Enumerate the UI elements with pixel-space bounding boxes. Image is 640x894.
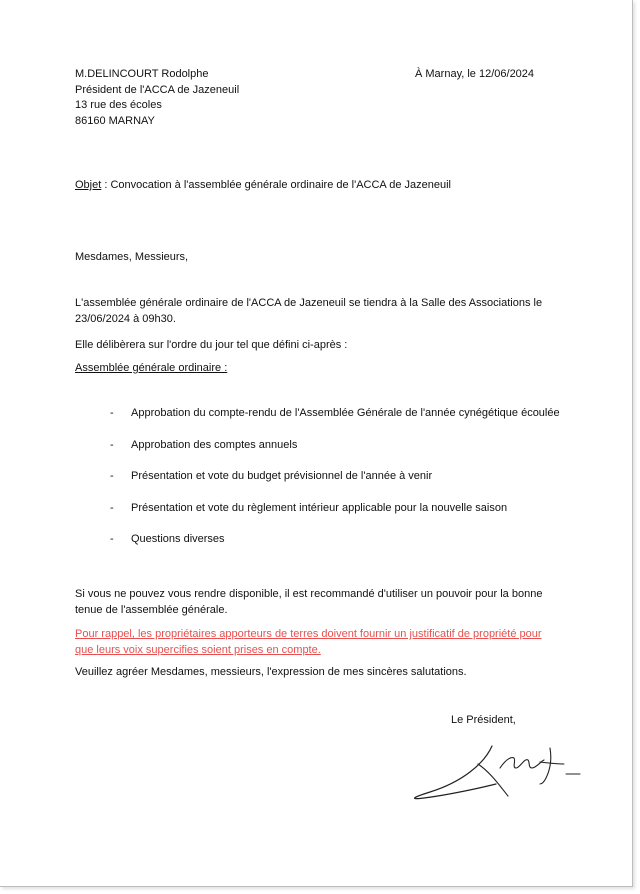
place-date: À Marnay, le 12/06/2024	[415, 68, 535, 80]
sender-city: 86160 MARNAY	[75, 114, 155, 127]
subject-label: Objet	[75, 179, 102, 191]
dash-bullet-icon: -	[110, 533, 114, 545]
closing-paragraph: Veuillez agréer Mesdames, messieurs, l'expression de mes sincères salutations.	[75, 666, 467, 678]
agenda-item-text: Questions diverses	[131, 533, 225, 545]
dash-bullet-icon: -	[110, 470, 114, 482]
agenda-item-text: Présentation et vote du règlement intérieur applicable pour la nouvelle saison	[131, 501, 508, 514]
agenda-intro: Elle délibèrera sur l'ordre du jour tel que défini ci-après :	[75, 339, 348, 351]
subject-text: : Convocation à l'assemblée générale ordinaire de l'ACCA de Jazeneuil	[101, 179, 451, 191]
agenda-item-text: Présentation et vote du budget prévisionnel de l'année à venir	[131, 470, 433, 482]
intro-paragraph: L'assemblée générale ordinaire de l'ACCA de Jazeneuil se tiendra à la Salle des Associations le 23/06/2024 à 09h30.	[75, 297, 543, 325]
sender-title: Président de l'ACCA de Jazeneuil	[75, 83, 240, 96]
dash-bullet-icon: -	[110, 407, 114, 419]
agenda-item-text: Approbation du compte-rendu de l'Assemblée Générale de l'année cynégétique écoulée	[131, 407, 560, 419]
subject-line	[75, 178, 451, 194]
handwritten-signature-icon	[400, 738, 600, 808]
section-title: Assemblée générale ordinaire :	[75, 362, 228, 374]
dash-bullet-icon: -	[110, 438, 114, 451]
signature-title: Le Président,	[451, 714, 516, 726]
proxy-paragraph: Si vous ne pouvez vous rendre disponible, il est recommandé d'utiliser un pouvoir pour la bonne tenue de l'assemblée générale.	[75, 588, 543, 616]
sender-name: M.DELINCOURT Rodolphe	[75, 68, 209, 80]
greeting: Mesdames, Messieurs,	[75, 251, 189, 263]
sender-block	[75, 67, 239, 129]
sender-street: 13 rue des écoles	[75, 99, 162, 111]
agenda-item-text: Approbation des comptes annuels	[131, 438, 298, 451]
dash-bullet-icon: -	[110, 501, 114, 514]
reminder-paragraph: Pour rappel, les propriétaires apporteurs de terres doivent fournir un justificatif de propriété pour que leurs voix supercifies soient prises en compte.	[75, 628, 542, 656]
